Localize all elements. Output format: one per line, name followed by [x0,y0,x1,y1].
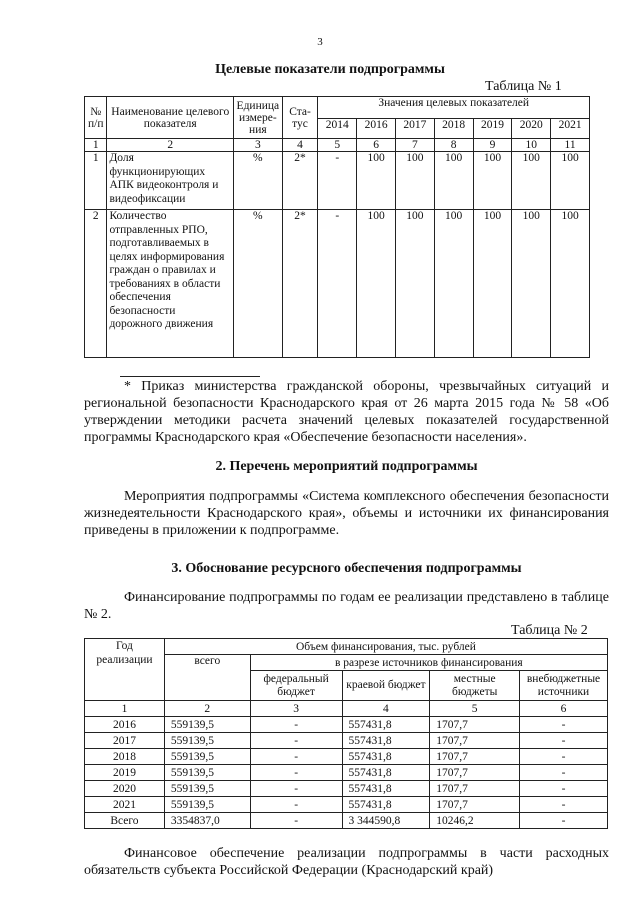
footnote: * Приказ министерства гражданской обороны, чрезвычайных ситуаций и региональной безопасности Краснодарского края от 26 марта 2015 года № 58 «Об утверждении методики расчета значений целевых показателей государственной программы Краснодарского края «Обеспечение безопасности населения». [84,379,609,445]
index-cell: 6 [520,701,608,717]
index-cell: 11 [551,139,590,152]
section-title: Целевые показатели подпрограммы [215,62,445,77]
table-cell: 1707,7 [430,717,520,733]
row-value: 100 [395,152,434,210]
footnote-divider [120,376,260,377]
header-year: 2020 [512,119,551,139]
row-unit: % [234,210,283,358]
index-cell: 6 [357,139,396,152]
table-row [85,749,608,765]
table-cell: 1707,7 [430,749,520,765]
index-cell: 7 [395,139,434,152]
header-unit: Единица измере-ния [234,97,283,139]
row-unit: % [234,152,283,210]
closing-text: Финансовое обеспечение реализации подпрограммы в части расходных обязательств субъекта Российской Федерации (Краснодарский край) [84,846,609,878]
table-cell: - [520,717,608,733]
table-row [85,813,608,829]
header-local: местные бюджеты [430,671,520,701]
row-num: 1 [85,152,107,210]
index-cell: 2 [164,701,250,717]
header-volume-group: Объем финансирования, тыс. рублей [164,639,607,655]
section2-text: Мероприятия подпрограммы «Система комплексного обеспечения безопасности жизнедеятельности Краснодарского края», объемы и источники их финансирования приведены в приложении к подпрограмме. [84,489,609,538]
row-value: 100 [434,152,473,210]
row-value: 100 [357,210,396,358]
row-value: 100 [551,152,590,210]
index-cell: 1 [85,139,107,152]
page-number: 3 [317,36,323,48]
table-row [85,765,608,781]
table-cell: 559139,5 [164,733,250,749]
table-cell: 557431,8 [342,749,430,765]
table-cell: 2016 [85,717,165,733]
header-year: 2021 [551,119,590,139]
table-cell: 2020 [85,781,165,797]
table-cell: 557431,8 [342,733,430,749]
index-cell: 3 [250,701,342,717]
table-cell: 559139,5 [164,749,250,765]
table-row [85,781,608,797]
table-row [85,717,608,733]
row-value: - [318,210,357,358]
header-name: Наименование целевого показателя [107,97,234,139]
table-cell: - [520,765,608,781]
header-regional: краевой бюджет [342,671,430,701]
section2-title: 2. Перечень мероприятий подпрограммы [215,459,478,474]
row-value: - [318,152,357,210]
table-cell: 1707,7 [430,797,520,813]
header-total: всего [164,655,250,701]
header-year: 2016 [357,119,396,139]
header-year: Год реализации [85,639,165,701]
table-cell: 557431,8 [342,765,430,781]
table-cell: 2017 [85,733,165,749]
row-status: 2* [282,210,318,358]
index-cell: 3 [234,139,283,152]
table-cell: - [520,733,608,749]
table-cell: - [250,717,342,733]
section3-text: Финансирование подпрограммы по годам ее реализации представлено в таблице № 2. [84,590,609,622]
row-num: 2 [85,210,107,358]
table-cell: 557431,8 [342,717,430,733]
table-row [85,797,608,813]
index-cell: 10 [512,139,551,152]
header-year: 2017 [395,119,434,139]
header-status: Ста-тус [282,97,318,139]
index-cell: 4 [342,701,430,717]
table-cell: 10246,2 [430,813,520,829]
row-value: 100 [473,210,512,358]
table2-caption: Таблица № 2 [511,623,588,638]
table-cell: 557431,8 [342,797,430,813]
table-cell: 2018 [85,749,165,765]
table-cell: 557431,8 [342,781,430,797]
table-cell: - [520,813,608,829]
row-value: 100 [395,210,434,358]
table-cell: - [520,749,608,765]
table-cell: 2021 [85,797,165,813]
financing-table [84,638,608,829]
table-cell: 1707,7 [430,781,520,797]
section3-title: 3. Обоснование ресурсного обеспечения подпрограммы [171,561,522,576]
table-cell: 3 344590,8 [342,813,430,829]
header-extra: внебюджетные источники [520,671,608,701]
table-cell: - [520,797,608,813]
table-cell: - [520,781,608,797]
row-value: 100 [512,210,551,358]
table-cell: - [250,765,342,781]
header-federal: федеральный бюджет [250,671,342,701]
header-values-group: Значения целевых показателей [318,97,590,119]
table-cell: 559139,5 [164,797,250,813]
table-cell: 3354837,0 [164,813,250,829]
table-cell: 559139,5 [164,765,250,781]
table-cell: 559139,5 [164,717,250,733]
index-cell: 4 [282,139,318,152]
index-cell: 5 [318,139,357,152]
header-year: 2018 [434,119,473,139]
row-name: Доля функционирующих АПК видеоконтроля и видеофиксации [107,152,234,210]
header-year: 2019 [473,119,512,139]
header-sources-group: в разрезе источников финансирования [250,655,607,671]
table-cell: 1707,7 [430,765,520,781]
index-cell: 9 [473,139,512,152]
table-cell: 2019 [85,765,165,781]
table-cell: - [250,813,342,829]
table-row [85,210,590,358]
table-cell: - [250,797,342,813]
table-cell: Всего [85,813,165,829]
index-cell: 8 [434,139,473,152]
index-row [85,139,590,152]
row-value: 100 [473,152,512,210]
row-status: 2* [282,152,318,210]
table-cell: 559139,5 [164,781,250,797]
row-value: 100 [512,152,551,210]
row-value: 100 [357,152,396,210]
index-row [85,701,608,717]
table-cell: 1707,7 [430,733,520,749]
header-year: 2014 [318,119,357,139]
index-cell: 1 [85,701,165,717]
row-value: 100 [551,210,590,358]
header-num: № п/п [85,97,107,139]
table-cell: - [250,749,342,765]
table-row [85,152,590,210]
index-cell: 5 [430,701,520,717]
row-name: Количество отправленных РПО, подготавливаемых в целях информирования граждан о правилах и требованиях в области обеспечения безопасности дорожного движения [107,210,234,358]
table1-caption: Таблица № 1 [485,79,562,94]
table-cell: - [250,781,342,797]
table-row [85,733,608,749]
table-cell: - [250,733,342,749]
row-value: 100 [434,210,473,358]
targets-table [84,96,590,358]
index-cell: 2 [107,139,234,152]
